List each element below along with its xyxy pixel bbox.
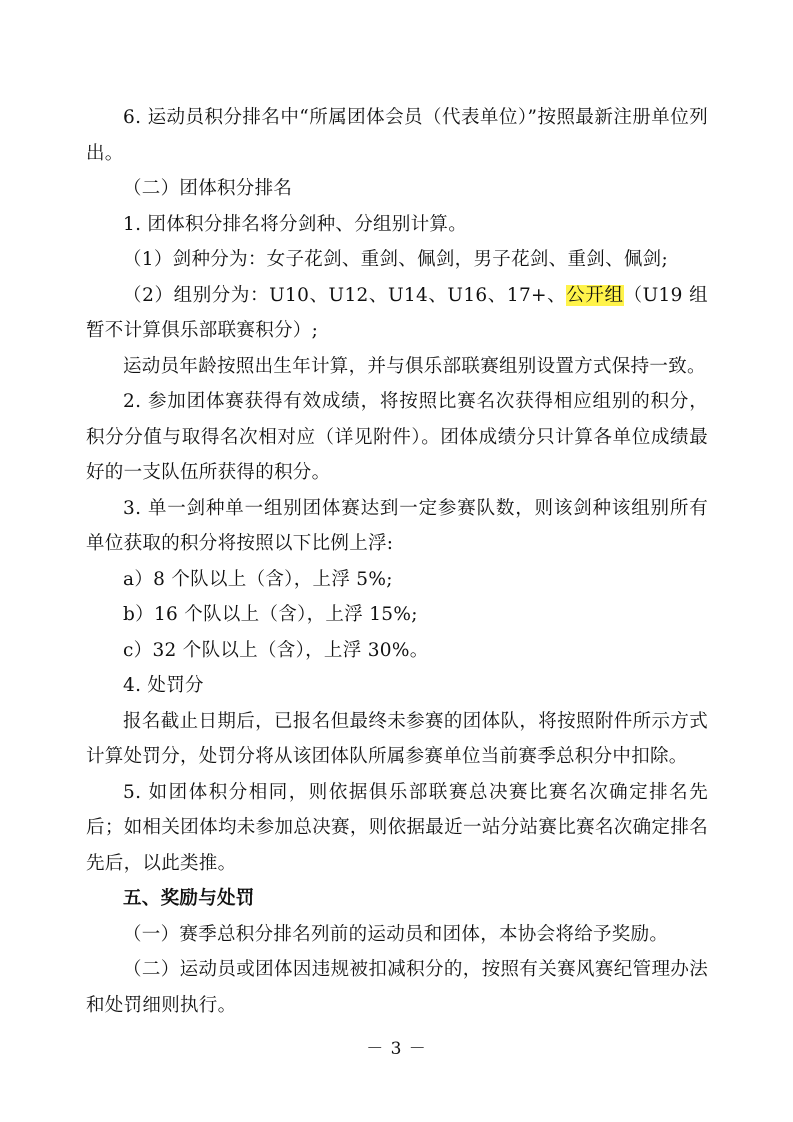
page-number: － 3 － [366, 1039, 427, 1059]
list-item-bonus-c: c）32 个队以上（含），上浮 30%。 [123, 639, 429, 661]
paragraph-age-calculation: 运动员年龄按照出生年计算，并与俱乐部联赛组别设置方式保持一致。 [123, 355, 706, 377]
document-body [86, 100, 708, 1023]
highlighted-open-group: 公开组 [566, 284, 624, 306]
age-groups-text-before: （2）组别分为：U10、U12、U14、U16、17+、 [123, 284, 567, 306]
paragraph-penalty-rule: 报名截止日期后，已报名但最终未参赛的团体队，将按照附件所示方式计算处罚分，处罚分将从该团体队所属参赛单位当前赛季总积分中扣除。 [86, 710, 708, 767]
paragraph-team-points: 2. 参加团体赛获得有效成绩，将按照比赛名次获得相应组别的积分，积分分值与取得名次相对应（详见附件）。团体成绩分只计算各单位成绩最好的一支队伍所获得的积分。 [86, 391, 708, 483]
paragraph-violations: （二）运动员或团体因违规被扣减积分的，按照有关赛风赛纪管理办法和处罚细则执行。 [86, 959, 708, 1016]
list-item-bonus-a: a）8 个队以上（含），上浮 5%; [123, 568, 393, 590]
paragraph-penalty-title: 4. 处罚分 [123, 675, 204, 696]
paragraph-tie-break: 5. 如团体积分相同，则依据俱乐部联赛总决赛比赛名次确定排名先后；如相关团体均未参加总决赛，则依据最近一站分站赛比赛名次确定排名先后，以此类推。 [86, 781, 708, 874]
paragraph-athlete-ranking-unit: 6. 运动员积分排名中“所属团体会员（代表单位）”按照最新注册单位列出。 [86, 107, 708, 164]
paragraph-weapon-types: （1）剑种分为：女子花剑、重剑、佩剑，男子花剑、重剑、佩剑; [123, 249, 669, 270]
section-team-ranking-title: （二）团体积分排名 [123, 178, 293, 199]
list-item-bonus-b: b）16 个队以上（含），上浮 15%; [123, 604, 418, 625]
paragraph-points-bonus: 3. 单一剑种单一组别团体赛达到一定参赛队数，则该剑种该组别所有单位获取的积分将按照以下比例上浮: [86, 497, 708, 554]
section-rewards-penalties-heading: 五、奖励与处罚 [123, 888, 255, 909]
paragraph-age-groups [86, 278, 708, 349]
paragraph-team-ranking-calc: 1. 团体积分排名将分剑种、分组别计算。 [123, 213, 468, 235]
paragraph-rewards: （一）赛季总积分排名列前的运动员和团体，本协会将给予奖励。 [123, 923, 669, 945]
age-groups-text-after: （U19 组暂不计算俱乐部联赛积分）; [86, 284, 708, 341]
